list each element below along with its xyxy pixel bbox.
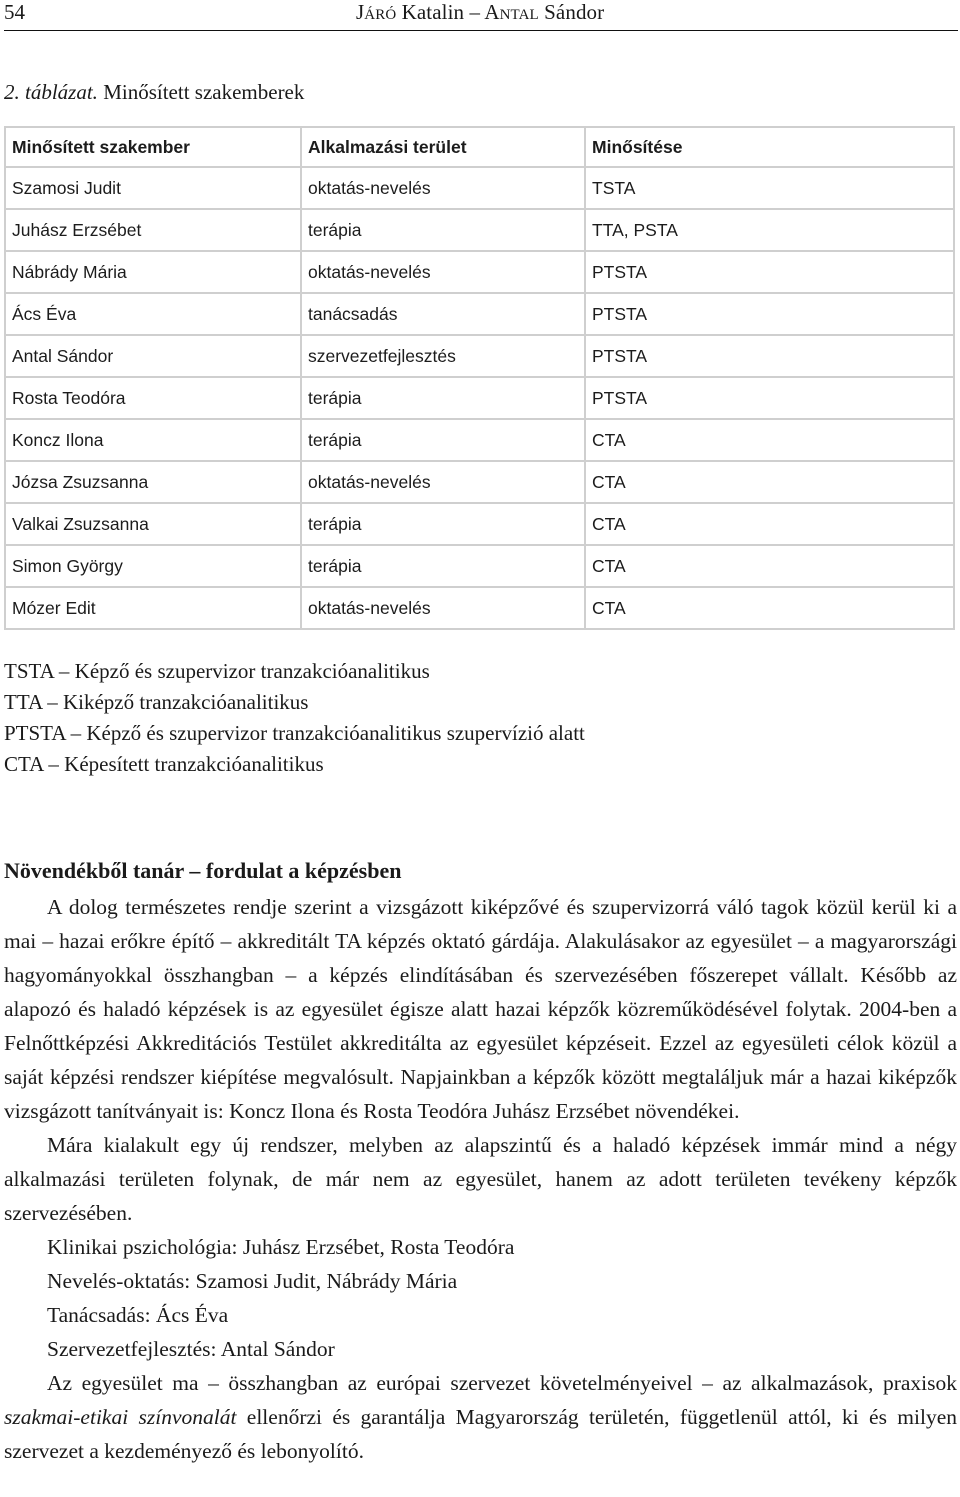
cell-field: terápia — [301, 419, 585, 461]
table-row — [5, 293, 954, 335]
cell-name: Nábrády Mária — [5, 251, 301, 293]
author1-initial: J — [356, 0, 365, 24]
emphasis-text: szakmai-etikai színvonalát — [4, 1405, 237, 1429]
header-specialist: Minősített szakember — [5, 127, 301, 167]
paragraph: Mára kialakult egy új rendszer, melyben az alapszintű és a haladó képzések immár mind a négy alkalmazási területen folynak, de már nem az egyesület, hanem az adott területen tevékeny képzők szervezésében. — [4, 1133, 957, 1225]
header-qualification: Minősítése — [585, 127, 954, 167]
section-heading: Növendékből tanár – fordulat a képzésben — [4, 858, 402, 883]
cell-name: Valkai Zsuzsanna — [5, 503, 301, 545]
header-field: Alkalmazási terület — [301, 127, 585, 167]
author2-initial: A — [484, 0, 500, 24]
table-row — [5, 209, 954, 251]
cell-qualification: CTA — [585, 503, 954, 545]
table-row — [5, 587, 954, 629]
list-item: Szervezetfejlesztés: Antal Sándor — [47, 1337, 335, 1361]
cell-field: oktatás-nevelés — [301, 251, 585, 293]
body-text — [4, 890, 957, 1468]
table-row — [5, 377, 954, 419]
paragraph: A dolog természetes rendje szerint a vizsgázott kiképzővé és szupervizorrá váló tagok közül kerül ki a mai – hazai erőkre építő – akkreditált TA képzés oktató gárdája. Alakulásakor az egyesület – a magyarországi hagyományokkal összhangban – a képzés elindításában és szervezésében főszerepet vállalt. Később az alapozó és haladó képzések is az egyesület égisze alatt hazai képzők közreműködésével folytak. 2004-ben a Felnőttképzési Akkreditációs Testület akkreditálta az egyesület képzéseit. Ezzel az egyesületi célok közül a saját képzési rendszer kiépítése megvalósult. Napjainkban a képzők között megtaláljuk már a hazai kiképzők vizsgázott tanítványait is: Koncz Ilona és Rosta Teodóra Juhász Erzsébet növendékei. — [4, 895, 957, 1123]
cell-field: oktatás-nevelés — [301, 167, 585, 209]
table-row — [5, 545, 954, 587]
table-row — [5, 419, 954, 461]
author1-surname-rest: ÁRÓ — [364, 7, 397, 23]
table-row — [5, 251, 954, 293]
list-item: Nevelés-oktatás: Szamosi Judit, Nábrády Mária — [47, 1269, 458, 1293]
table-row — [5, 335, 954, 377]
paragraph — [4, 1366, 957, 1468]
author2-surname-rest: NTAL — [499, 7, 539, 23]
cell-field: oktatás-nevelés — [301, 587, 585, 629]
cell-qualification: PTSTA — [585, 335, 954, 377]
cell-field: oktatás-nevelés — [301, 461, 585, 503]
table-number: 2. táblázat. — [4, 80, 98, 104]
table-row — [5, 503, 954, 545]
table-caption — [4, 80, 304, 104]
table-legend — [4, 656, 585, 780]
legend-item: CTA – Képesített tranzakcióanalitikus — [4, 752, 324, 776]
table-row — [5, 167, 954, 209]
header-rule — [4, 30, 958, 31]
cell-qualification: PTSTA — [585, 377, 954, 419]
running-header — [4, 0, 958, 30]
cell-qualification: CTA — [585, 419, 954, 461]
cell-name: Koncz Ilona — [5, 419, 301, 461]
cell-qualification: TTA, PSTA — [585, 209, 954, 251]
cell-field: szervezetfejlesztés — [301, 335, 585, 377]
field-list — [4, 1230, 957, 1366]
cell-name: Józsa Zsuzsanna — [5, 461, 301, 503]
cell-qualification: PTSTA — [585, 293, 954, 335]
cell-name: Mózer Edit — [5, 587, 301, 629]
list-item: Klinikai pszichológia: Juhász Erzsébet, Rosta Teodóra — [47, 1235, 515, 1259]
cell-name: Antal Sándor — [5, 335, 301, 377]
cell-qualification: CTA — [585, 587, 954, 629]
cell-name: Juhász Erzsébet — [5, 209, 301, 251]
legend-item: PTSTA – Képző és szupervizor tranzakcióanalitikus szupervízió alatt — [4, 721, 585, 745]
cell-qualification: TSTA — [585, 167, 954, 209]
table-title: Minősített szakemberek — [103, 80, 305, 104]
author2-given: Sándor — [544, 0, 605, 24]
author-separator: – — [469, 0, 481, 24]
page-number: 54 — [4, 0, 25, 24]
cell-name: Rosta Teodóra — [5, 377, 301, 419]
cell-qualification: PTSTA — [585, 251, 954, 293]
author1-given: Katalin — [401, 0, 465, 24]
table-header-row — [5, 127, 954, 167]
cell-field: terápia — [301, 503, 585, 545]
legend-item: TSTA – Képző és szupervizor tranzakcióanalitikus — [4, 659, 430, 683]
cell-field: terápia — [301, 545, 585, 587]
paragraph-text: Az egyesület ma – összhangban az európai szervezet követelményeivel – az alkalmazások, praxisok — [47, 1371, 957, 1395]
cell-qualification: CTA — [585, 545, 954, 587]
qualified-specialists-table — [4, 126, 955, 630]
cell-field: terápia — [301, 377, 585, 419]
table-row — [5, 461, 954, 503]
list-item: Tanácsadás: Ács Éva — [47, 1303, 229, 1327]
cell-field: terápia — [301, 209, 585, 251]
cell-name: Simon György — [5, 545, 301, 587]
cell-name: Szamosi Judit — [5, 167, 301, 209]
paragraph-text: ellenőrzi és garantálja Magyarország területén, függetlenül attól, ki és milyen szervezet a kezdeményező és lebonyolító. — [4, 1405, 957, 1463]
running-authors — [356, 0, 604, 27]
cell-name: Ács Éva — [5, 293, 301, 335]
cell-qualification: CTA — [585, 461, 954, 503]
cell-field: tanácsadás — [301, 293, 585, 335]
legend-item: TTA – Kiképző tranzakcióanalitikus — [4, 690, 309, 714]
